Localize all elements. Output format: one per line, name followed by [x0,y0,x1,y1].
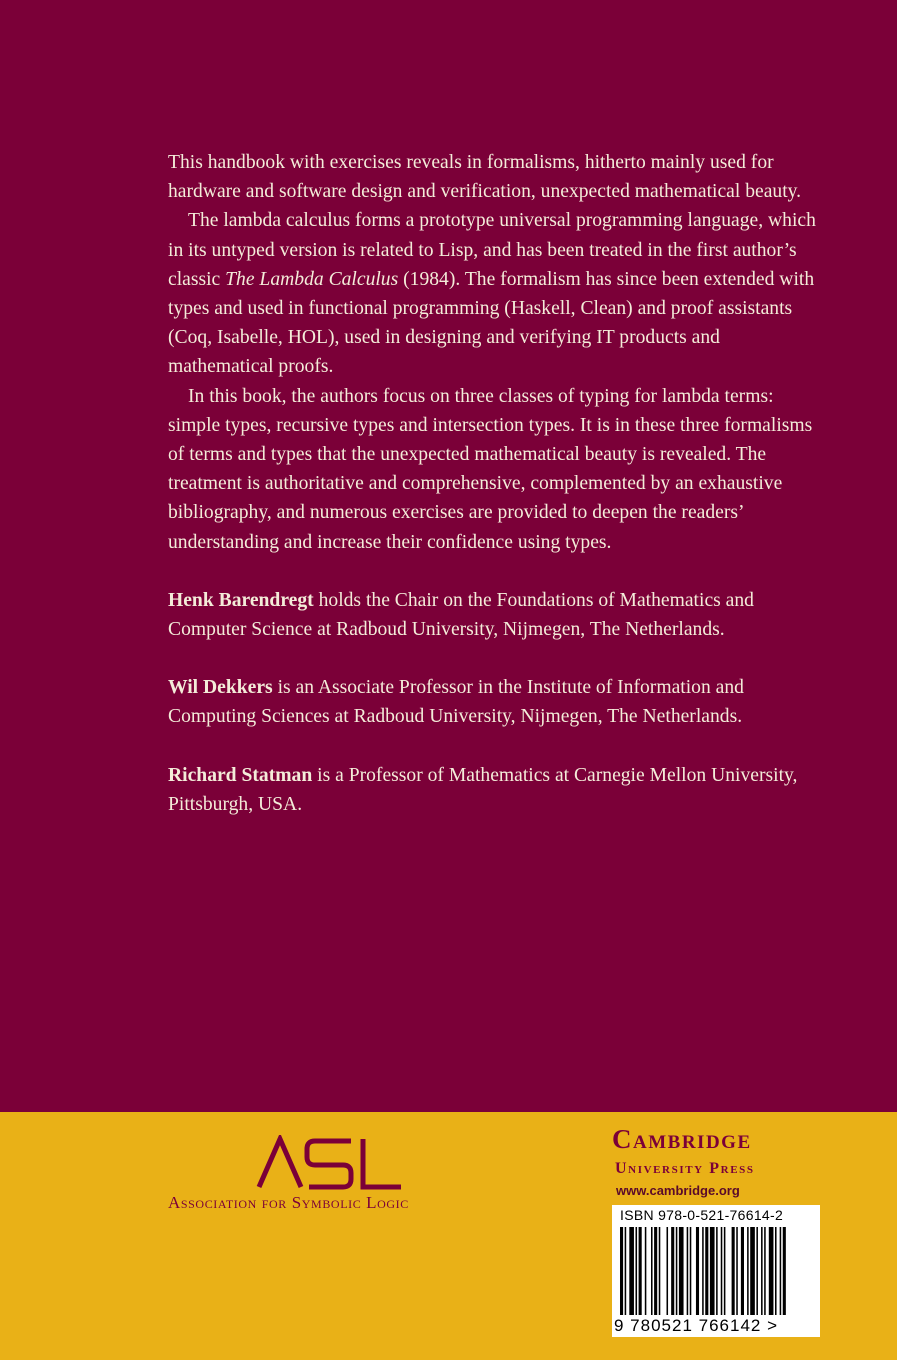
author-name: Richard Statman [168,764,313,786]
author-name: Wil Dekkers [168,677,273,699]
barcode-bar [741,1227,744,1315]
barcode-bar [775,1227,777,1315]
barcode-bar [716,1227,718,1315]
asl-name: Association for Symbolic Logic [168,1193,409,1212]
blurb-paragraph-1: This handbook with exercises reveals in formalisms, hitherto mainly used for hardware and software design and verification, unexpected mathematical beauty. [168,152,802,203]
blurb-paragraph-3: In this book, the authors focus on three classes of typing for lambda terms: simple types, recursive types and intersection types. It is in these three formalisms of terms and types that the unexpected mathematical beauty is revealed. The treatment is authoritative and comprehensive, complemented by an exhaustive bibliography, and numerous exercises are provided to deepen the readers’ understanding and increase their confidence using types. [168,385,813,553]
barcode-bar [696,1227,699,1315]
barcode-bar [679,1227,684,1315]
barcode-bar [651,1227,653,1315]
barcode-bar [705,1227,708,1315]
barcode-bar [645,1227,647,1315]
author-bio-dekkers [168,673,828,731]
barcode-bar [690,1227,692,1315]
barcode-bar [636,1227,638,1315]
barcode-bar [667,1227,669,1315]
author-bio-text: holds the Chair on the Foundations of Mathematics and Computer Science at Radboud University, Nijmegen, The Netherlands. [168,589,754,641]
barcode-bar [747,1227,749,1315]
barcode [612,1205,820,1337]
barcode-bar [639,1227,642,1315]
author-bio-text: is an Associate Professor in the Institute of Information and Computing Sciences at Radboud University, Nijmegen, The Netherlands. [168,677,744,728]
blurb-paragraph-2-start: The lambda calculus forms a prototype universal programming language, which in its untyped version is related to Lisp, and has been treated in the first author’s classic [168,210,816,290]
barcode-bar [783,1227,786,1315]
barcode-bar [756,1227,758,1315]
author-bio-text: is a Professor of Mathematics at Carnegie Mellon University, Pittsburgh, USA. [168,764,798,815]
barcode-bar [671,1227,674,1315]
blurb [168,148,828,819]
barcode-bar [780,1227,782,1315]
barcode-bars [620,1227,814,1315]
barcode-digits: 9 780521 766142 > [614,1316,779,1335]
barcode-bar [629,1227,634,1315]
barcode-bar [687,1227,689,1315]
isbn-label: ISBN 978-0-521-76614-2 [620,1207,784,1223]
publisher-name: Cambridge [612,1124,752,1154]
barcode-bar [654,1227,657,1315]
author-bio-barendregt [168,586,828,644]
barcode-bar [710,1227,715,1315]
barcode-bar [625,1227,627,1315]
barcode-bar [724,1227,726,1315]
barcode-bar [764,1227,766,1315]
barcode-bar [750,1227,755,1315]
barcode-bar [721,1227,723,1315]
blurb-paragraph-2-end: (1984). The formalism has since been extended with types and used in functional programming (Haskell, Clean) and proof assistants (Coq, Isabelle, HOL), used in designing and verifying IT products and mathematical proofs. [168,268,815,378]
barcode-bar [769,1227,774,1315]
barcode-bar [620,1227,623,1315]
blurb-paragraph-2 [168,206,828,381]
author-name: Henk Barendregt [168,589,314,611]
barcode-bar [761,1227,763,1315]
barcode-bar [702,1227,704,1315]
publisher-url[interactable]: www.cambridge.org [616,1183,740,1198]
author-bio-statman [168,761,828,819]
barcode-bar [732,1227,735,1315]
barcode-bar [736,1227,738,1315]
book-title-reference: The Lambda Calculus [225,268,399,290]
barcode-bar [676,1227,678,1315]
publisher-subtitle: University Press [615,1160,755,1177]
barcode-bar [659,1227,661,1315]
asl-logo [255,1135,405,1190]
